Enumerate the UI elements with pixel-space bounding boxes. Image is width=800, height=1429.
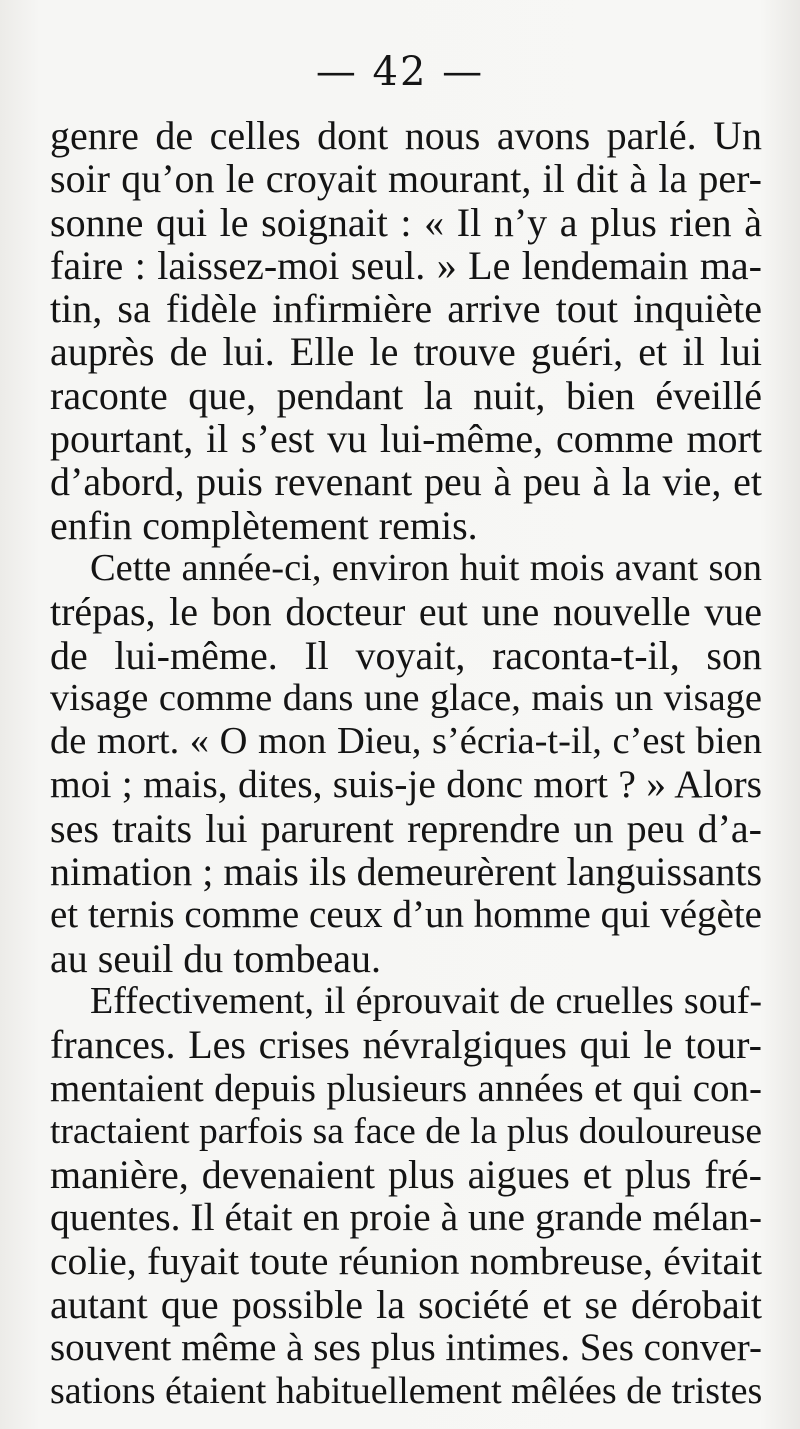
text-line: tractaient parfois sa face de la plus douloureuse [50, 1110, 762, 1152]
text-line: raconte que, pendant la nuit, bien éveillé [50, 372, 762, 418]
text-line: enfin complètement remis. [50, 502, 478, 548]
text-line: tin, sa fidèle infirmière arrive tout inquiète [50, 286, 762, 332]
text-line: d’abord, puis revenant peu à peu à la vie, et [50, 459, 762, 505]
text-line: mentaient depuis plusieurs années et qui con- [50, 1066, 762, 1110]
text-line: au seuil du tombeau. [50, 935, 382, 981]
text-line: nimation ; mais ils demeurèrent languissants [50, 849, 763, 895]
text-line: ses traits lui parurent reprendre un peu d’a- [50, 805, 762, 851]
text-line: frances. Les crises névralgiques qui le tour- [50, 1022, 762, 1068]
text-line: moi ; mais, dites, suis-je donc mort ? » Alors [50, 762, 762, 807]
page-number: — 42 — [315, 49, 485, 95]
text-line: Effectivement, il éprouvait de cruelles souf- [90, 979, 762, 1022]
text-line: colie, fuyait toute réunion nombreuse, évitait [50, 1238, 762, 1283]
text-line: autant que possible la société et se dérobait [50, 1282, 762, 1328]
text-line: Cette année-ci, environ huit mois avant son [90, 546, 762, 589]
text-line: de lui-même. Il voyait, raconta-t-il, son [50, 632, 762, 678]
text-line: sations étaient habituellement mêlées de tristes [50, 1369, 763, 1412]
text-line: de mort. « O mon Dieu, s’écria-t-il, c’est bien [50, 720, 762, 763]
body-text [50, 114, 762, 1413]
text-line: manière, devenaient plus aigues et plus fré- [50, 1152, 762, 1198]
text-line: pourtant, il s’est vu lui-même, comme mort [50, 416, 762, 462]
text-line: visage comme dans une glace, mais un visage [50, 676, 762, 719]
text-line: et ternis comme ceux d’un homme qui végète [50, 893, 762, 937]
text-line: soir qu’on le croyait mourant, il dit à la per- [50, 156, 762, 202]
text-line: souvent même à ses plus intimes. Ses conver- [50, 1326, 762, 1370]
text-line: auprès de lui. Elle le trouve guéri, et il lui [50, 329, 762, 375]
text-line: trépas, le bon docteur eut une nouvelle vue [50, 589, 762, 635]
text-line: sonne qui le soignait : « Il n’y a plus rien à [50, 199, 762, 245]
text-line: faire : laissez-moi seul. » Le lendemain ma- [50, 242, 762, 288]
text-line: quentes. Il était en proie à une grande mélan- [50, 1195, 762, 1240]
text-line: genre de celles dont nous avons parlé. Un [50, 113, 762, 158]
